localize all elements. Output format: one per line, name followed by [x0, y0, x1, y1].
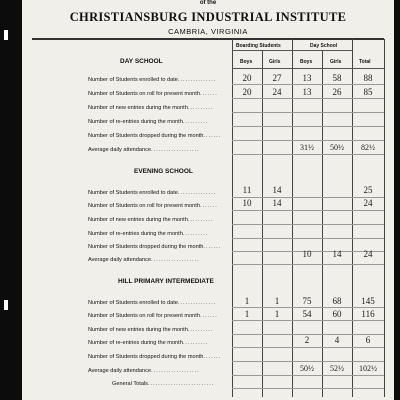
cell-value: 14	[272, 198, 282, 208]
row-label: Number of re-entries during the month..........	[88, 231, 209, 237]
row-rule	[232, 98, 384, 99]
row-label: Number of Students dropped during the month.......	[88, 133, 222, 139]
girls-header: Girls	[330, 59, 342, 65]
row-label: Number of Students dropped during the month.......	[88, 244, 222, 250]
cell-value: 10	[302, 249, 312, 259]
girls-header: Girls	[269, 59, 281, 65]
cell-value: 24	[363, 198, 373, 208]
boys-header: Boys	[240, 59, 253, 65]
section-title: EVENING SCHOOL	[134, 168, 193, 175]
section-title: HILL PRIMARY INTERMEDIATE	[118, 278, 214, 285]
day-school-header: Day School	[310, 43, 338, 49]
cell-value: 82½	[361, 143, 375, 152]
cell-value: 25	[363, 185, 373, 195]
row-label: Number of re-entries during the month..........	[88, 340, 209, 346]
row-label: Average daily attendance...................	[88, 147, 200, 153]
row-label: Number of Students on roll for present month.......	[88, 313, 218, 319]
row-rule	[232, 375, 384, 376]
cell-value: 27	[272, 73, 282, 83]
cell-value: 13	[302, 73, 312, 83]
header-rule	[32, 38, 384, 40]
cell-value: 1	[244, 309, 250, 319]
cell-value: 4	[334, 335, 340, 345]
row-rule	[232, 347, 384, 348]
cell-value: 24	[272, 87, 282, 97]
row-rule	[232, 361, 384, 362]
cell-value: 85	[363, 87, 373, 97]
cell-value: 13	[302, 87, 312, 97]
row-label: Number of Students dropped during the month.......	[88, 354, 222, 360]
row-label: Average daily attendance...................	[88, 257, 200, 263]
page-subtitle: CAMBRIA, VIRGINIA	[168, 27, 248, 36]
row-label: Number of re-entries during the month..........	[88, 119, 209, 125]
cell-value: 75	[302, 296, 312, 306]
row-rule	[232, 140, 384, 141]
document-page	[22, 0, 394, 400]
row-rule	[232, 307, 384, 308]
cell-value: 6	[365, 335, 371, 345]
cell-value: 102½	[359, 364, 377, 373]
punch-mark	[4, 300, 8, 310]
cell-value: 10	[242, 198, 252, 208]
cell-value: 54	[302, 309, 312, 319]
cell-value: 14	[272, 185, 282, 195]
row-label: Number of Students enrolled to date...............	[88, 300, 217, 306]
cell-value: 88	[363, 73, 373, 83]
column-divider	[384, 39, 385, 397]
cell-value: 58	[332, 73, 342, 83]
row-label: Number of Students enrolled to date...............	[88, 77, 217, 83]
cell-value: 26	[332, 87, 342, 97]
cell-value: 1	[274, 296, 280, 306]
cell-value: 11	[242, 185, 252, 195]
row-rule	[232, 154, 384, 155]
punch-mark	[4, 30, 8, 40]
cell-value: 1	[274, 309, 280, 319]
cell-value: 68	[332, 296, 342, 306]
boys-header: Boys	[300, 59, 313, 65]
cell-value: 2	[304, 335, 310, 345]
boarding-students-header: Boarding Students	[236, 43, 281, 49]
row-rule	[232, 264, 384, 265]
cell-value: 50½	[330, 143, 344, 152]
row-rule	[232, 320, 384, 321]
cell-value: 24	[363, 249, 373, 259]
row-rule	[232, 224, 384, 225]
general-totals-label: General Totals..........................	[112, 381, 215, 387]
row-label: Average daily attendance...................	[88, 368, 200, 374]
row-label: Number of Students on roll for present month.......	[88, 91, 218, 97]
cell-value: 50½	[300, 364, 314, 373]
row-rule	[232, 210, 384, 211]
row-label: Number of new entries during the month..........	[88, 105, 214, 111]
row-label: Number of new entries during the month..........	[88, 327, 214, 333]
row-rule	[232, 388, 384, 389]
page-title: CHRISTIANSBURG INDUSTRIAL INSTITUTE	[69, 10, 347, 24]
row-rule	[232, 238, 384, 239]
cell-value: 1	[244, 296, 250, 306]
row-label: Number of new entries during the month..........	[88, 217, 214, 223]
row-rule	[232, 84, 384, 85]
header-of-line: of the	[199, 0, 217, 6]
cell-value: 60	[332, 309, 342, 319]
cell-value: 14	[332, 249, 342, 259]
row-rule	[232, 126, 384, 127]
cell-value: 116	[361, 309, 375, 319]
cell-value: 145	[361, 296, 375, 306]
column-header-rule	[232, 68, 384, 69]
cell-value: 31½	[300, 143, 314, 152]
section-title: DAY SCHOOL	[120, 58, 163, 65]
row-label: Number of Students enrolled to date...............	[88, 190, 217, 196]
cell-value: 20	[242, 73, 252, 83]
total-header: Total	[359, 59, 371, 65]
column-header-rule	[232, 50, 352, 51]
row-rule	[232, 112, 384, 113]
row-label: Number of Students on roll for present month.......	[88, 203, 218, 209]
cell-value: 52½	[330, 364, 344, 373]
cell-value: 20	[242, 87, 252, 97]
